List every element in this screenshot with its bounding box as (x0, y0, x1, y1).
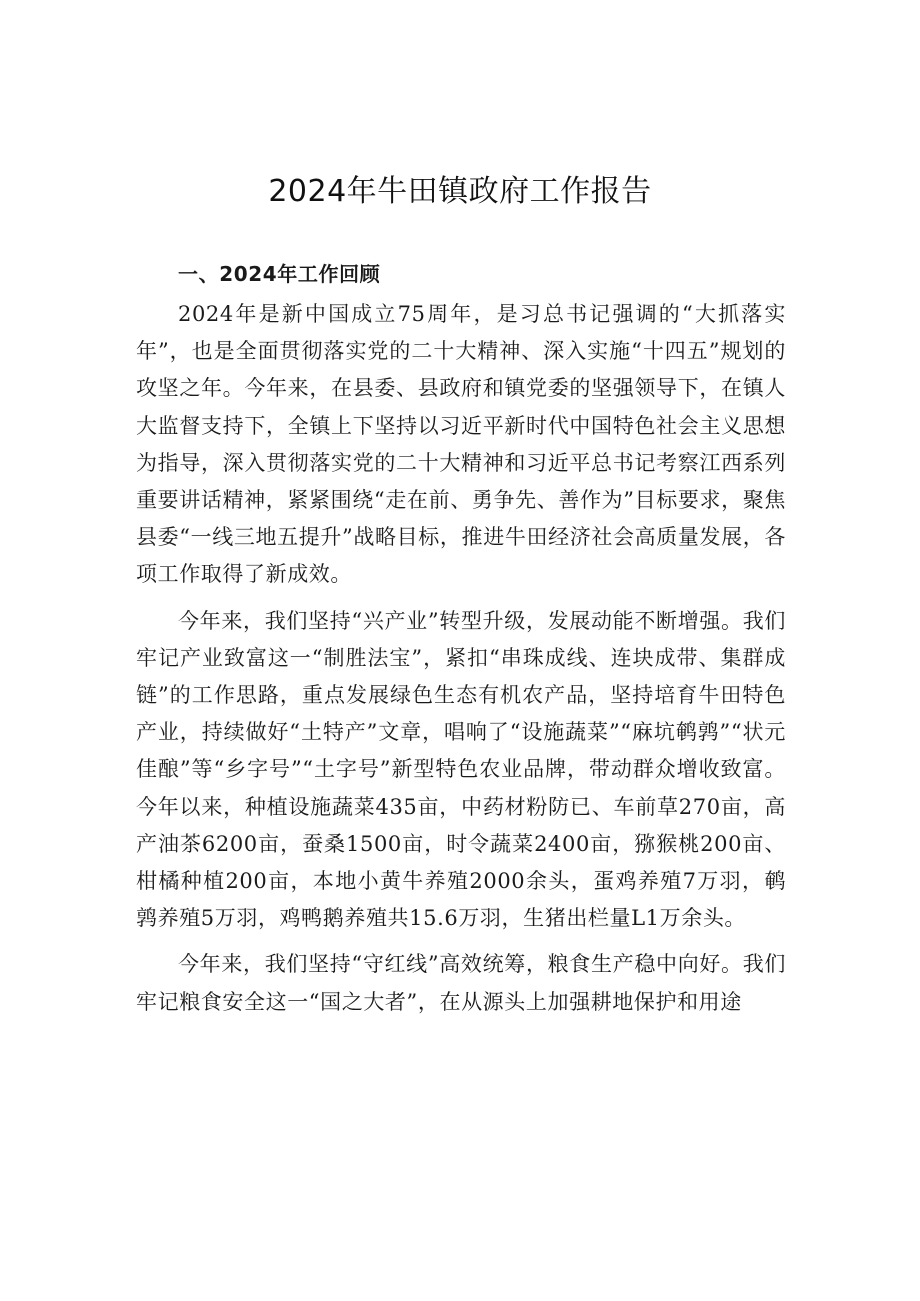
paragraph-industry: 今年来，我们坚持“兴产业”转型升级，发展动能不断增强。我们牢记产业致富这一“制胜法宝”，紧扣“串珠成线、连块成带、集群成链”的工作思路，重点发展绿色生态有机农产品，坚持培育牛田特色产业，持续做好“土特产”文章，唱响了“设施蔬菜”“麻坑鹌鹑”“状元佳酿”等“乡字号”“土字号”新型特色农业品牌，带动群众增收致富。今年以来，种植设施蔬菜435亩，中药材粉防已、车前草270亩，高产油茶6200亩，蚕桑1500亩，时令蔬菜2400亩，猕猴桃200亩、柑橘种植200亩，本地小黄牛养殖2000余头，蛋鸡养殖7万羽，鹌鹑养殖5万羽，鸡鸭鹅养殖共15.6万羽，生猪出栏量L1万余头。 (136, 608, 786, 931)
document-body (136, 254, 786, 1021)
section-heading: 一、2024年工作回顾 (178, 262, 381, 286)
paragraph-spacer (136, 937, 786, 946)
document-title: 2024年牛田镇政府工作报告 (268, 174, 652, 209)
paragraph-grain: 今年来，我们坚持“守红线”高效统筹，粮食生产稳中向好。我们牢记粮食安全这一“国之大者”，在从源头上加强耕地保护和用途 (136, 952, 786, 1014)
paragraph-spacer (136, 594, 786, 603)
paragraph-intro: 2024年是新中国成立75周年，是习总书记强调的“大抓落实年”，也是全面贯彻落实党的二十大精神、深入实施“十四五”规划的攻坚之年。今年来，在县委、县政府和镇党委的坚强领导下，在镇人大监督支持下，全镇上下坚持以习近平新时代中国特色社会主义思想为指导，深入贯彻落实党的二十大精神和习近平总书记考察江西系列重要讲话精神，紧紧围绕“走在前、勇争先、善作为”目标要求，聚焦县委“一线三地五提升”战略目标，推进牛田经济社会高质量发展，各项工作取得了新成效。 (136, 302, 786, 587)
